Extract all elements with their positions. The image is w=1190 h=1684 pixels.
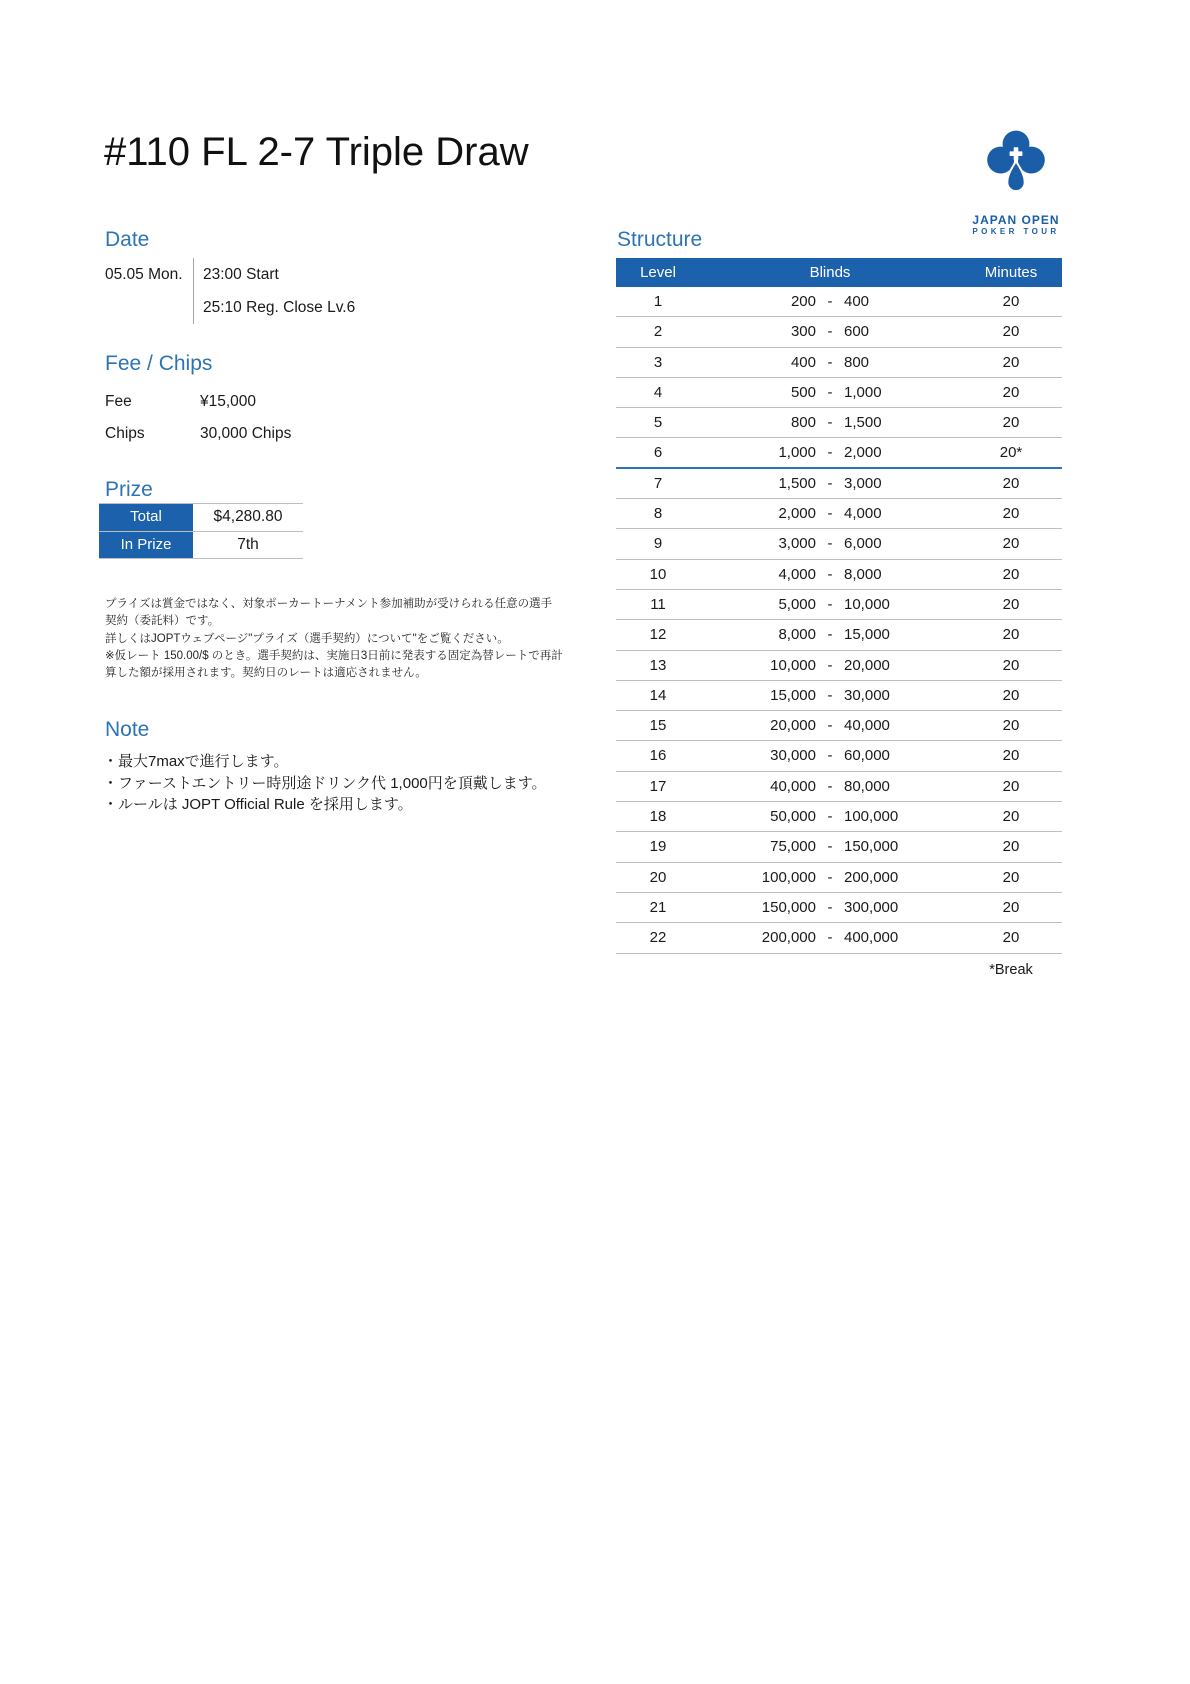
blinds-cell: 30,000 - 60,000 [770, 747, 890, 765]
prize-disclaimer-line: ※仮レート 150.00/$ のとき。選手契約は、実施日3日前に発表する固定為替レートで再計算した額が採用されます。契約日のレートは適応されません。 [105, 649, 563, 680]
level-cell: 1 [653, 293, 663, 310]
minutes-cell: 20 [1002, 626, 1020, 644]
fee-chips-block [105, 386, 291, 450]
structure-row-level-7 [616, 469, 1062, 499]
level-cell: 11 [650, 595, 666, 613]
fee-chips-heading: Fee / Chips [105, 352, 213, 375]
blinds-cell: 200 - 400 [790, 293, 870, 310]
date-block [105, 258, 355, 324]
minutes-cell: 20 [1002, 747, 1020, 765]
minutes-cell: 20 [1002, 808, 1020, 826]
prize-inprize-value: 7th [237, 535, 259, 553]
blinds-cell: 40,000 - 80,000 [770, 777, 890, 795]
fee-row [105, 386, 291, 418]
club-drop-icon [984, 128, 1048, 210]
blinds-cell: 5,000 - 10,000 [778, 595, 890, 613]
note-heading: Note [105, 718, 150, 741]
level-cell: 4 [653, 383, 663, 401]
structure-row-level-19 [616, 832, 1062, 862]
level-cell: 14 [649, 686, 667, 704]
level-cell: 5 [653, 414, 663, 432]
note-item: ・ファーストエントリー時別途ドリンク代 1,000円を頂戴します。 [103, 774, 547, 792]
column-header-minutes: Minutes [984, 264, 1038, 281]
structure-row-level-18 [616, 802, 1062, 832]
jopt-logo [956, 128, 1076, 236]
prize-total-label: Total [99, 504, 193, 531]
blinds-cell: 150,000 - 300,000 [761, 898, 899, 916]
level-cell: 8 [653, 505, 663, 523]
minutes-cell: 20 [1002, 686, 1020, 704]
blinds-cell: 2,000 - 4,000 [778, 505, 882, 523]
minutes-cell: 20* [999, 444, 1023, 462]
level-cell: 2 [653, 323, 663, 341]
fee-value: ¥15,000 [200, 393, 257, 410]
blinds-cell: 15,000 - 30,000 [770, 686, 890, 704]
blinds-cell: 8,000 - 15,000 [778, 626, 890, 644]
chips-value: 30,000 Chips [200, 425, 292, 442]
level-cell: 7 [653, 474, 663, 492]
minutes-cell: 20 [1002, 293, 1020, 310]
level-cell: 6 [653, 444, 663, 462]
structure-row-level-5 [616, 408, 1062, 438]
prize-disclaimer [105, 596, 563, 682]
structure-row-level-16 [616, 741, 1062, 771]
blinds-cell: 400 - 800 [790, 353, 870, 371]
level-cell: 9 [653, 535, 663, 553]
level-cell: 16 [649, 747, 667, 765]
structure-row-level-10 [616, 560, 1062, 590]
structure-row-level-6 [616, 438, 1062, 468]
structure-row-level-22 [616, 923, 1062, 953]
note-item: ・ルールは JOPT Official Rule を採用します。 [103, 796, 413, 813]
date-day: 05.05 Mon. [105, 266, 183, 283]
blinds-cell: 100,000 - 200,000 [761, 868, 899, 886]
level-cell: 19 [649, 838, 667, 856]
blinds-cell: 3,000 - 6,000 [778, 535, 882, 553]
structure-table-header [616, 258, 1062, 287]
break-footnote: *Break [989, 962, 1033, 978]
level-cell: 3 [653, 353, 663, 371]
chips-label: Chips [105, 425, 145, 442]
prize-heading: Prize [105, 478, 153, 501]
reg-close-time: 25:10 Reg. Close Lv.6 [203, 299, 356, 316]
blinds-cell: 200,000 - 400,000 [761, 929, 899, 947]
structure-heading: Structure [617, 228, 703, 251]
level-cell: 18 [649, 808, 667, 826]
structure-row-level-21 [616, 893, 1062, 923]
structure-row-level-14 [616, 681, 1062, 711]
prize-total-value: $4,280.80 [213, 508, 283, 525]
prize-inprize-label: In Prize [99, 532, 193, 559]
level-cell: 15 [649, 717, 667, 735]
minutes-cell: 20 [1002, 868, 1020, 886]
blinds-cell: 4,000 - 8,000 [778, 565, 882, 583]
minutes-cell: 20 [1002, 717, 1020, 735]
minutes-cell: 20 [1002, 414, 1020, 432]
logo-text-poker-tour: POKER TOUR [972, 227, 1060, 236]
note-item: ・最大7maxで進行します。 [103, 753, 289, 770]
structure-row-level-9 [616, 529, 1062, 559]
blinds-cell: 75,000 - 150,000 [770, 838, 899, 856]
prize-disclaimer-line: 詳しくはJOPTウェブページ"プライズ（選手契約）について"をご覧ください。 [105, 632, 509, 645]
minutes-cell: 20 [1002, 898, 1020, 916]
structure-row-level-11 [616, 590, 1062, 620]
minutes-cell: 20 [1002, 505, 1020, 523]
structure-row-level-2 [616, 317, 1062, 347]
level-cell: 17 [649, 777, 667, 795]
level-cell: 21 [649, 898, 667, 916]
level-cell: 22 [649, 929, 667, 947]
column-header-level: Level [640, 264, 676, 281]
minutes-cell: 20 [1002, 535, 1020, 553]
minutes-cell: 20 [1002, 929, 1020, 947]
date-times [193, 258, 355, 324]
minutes-cell: 20 [1002, 383, 1020, 401]
minutes-cell: 20 [1002, 595, 1020, 613]
structure-row-level-20 [616, 863, 1062, 893]
date-heading: Date [105, 228, 150, 251]
logo-text-japan-open: JAPAN OPEN [972, 213, 1060, 227]
blinds-cell: 800 - 1,500 [790, 414, 882, 432]
structure-row-level-12 [616, 620, 1062, 650]
level-cell: 10 [649, 565, 667, 583]
minutes-cell: 20 [1002, 656, 1020, 674]
prize-total-row [99, 503, 303, 531]
structure-row-level-3 [616, 348, 1062, 378]
minutes-cell: 20 [1002, 353, 1020, 371]
blinds-cell: 1,500 - 3,000 [778, 474, 882, 492]
fee-label: Fee [105, 393, 132, 410]
minutes-cell: 20 [1002, 565, 1020, 583]
prize-table [99, 503, 303, 559]
structure-table [616, 258, 1062, 954]
minutes-cell: 20 [1002, 323, 1020, 341]
note-items [103, 751, 547, 816]
prize-inprize-row [99, 531, 303, 559]
blinds-cell: 20,000 - 40,000 [770, 717, 890, 735]
level-cell: 20 [649, 868, 667, 886]
blinds-cell: 300 - 600 [790, 323, 870, 341]
blinds-cell: 10,000 - 20,000 [770, 656, 890, 674]
structure-row-level-15 [616, 711, 1062, 741]
blinds-cell: 1,000 - 2,000 [778, 444, 882, 462]
level-cell: 12 [649, 626, 667, 644]
level-cell: 13 [649, 656, 667, 674]
blinds-cell: 50,000 - 100,000 [770, 808, 899, 826]
structure-table-body [616, 287, 1062, 954]
prize-disclaimer-line: プライズは賞金ではなく、対象ポーカートーナメント参加補助が受けられる任意の選手契約（委託料）です。 [105, 598, 553, 628]
structure-row-level-8 [616, 499, 1062, 529]
structure-row-level-13 [616, 651, 1062, 681]
start-time: 23:00 Start [203, 266, 279, 283]
minutes-cell: 20 [1002, 838, 1020, 856]
chips-row [105, 418, 291, 450]
blinds-cell: 500 - 1,000 [790, 383, 882, 401]
structure-row-level-4 [616, 378, 1062, 408]
minutes-cell: 20 [1002, 474, 1020, 492]
minutes-cell: 20 [1002, 777, 1020, 795]
structure-row-level-1 [616, 287, 1062, 317]
structure-row-level-17 [616, 772, 1062, 802]
column-header-blinds: Blinds [809, 264, 851, 281]
page-title: #110 FL 2-7 Triple Draw [104, 130, 529, 174]
